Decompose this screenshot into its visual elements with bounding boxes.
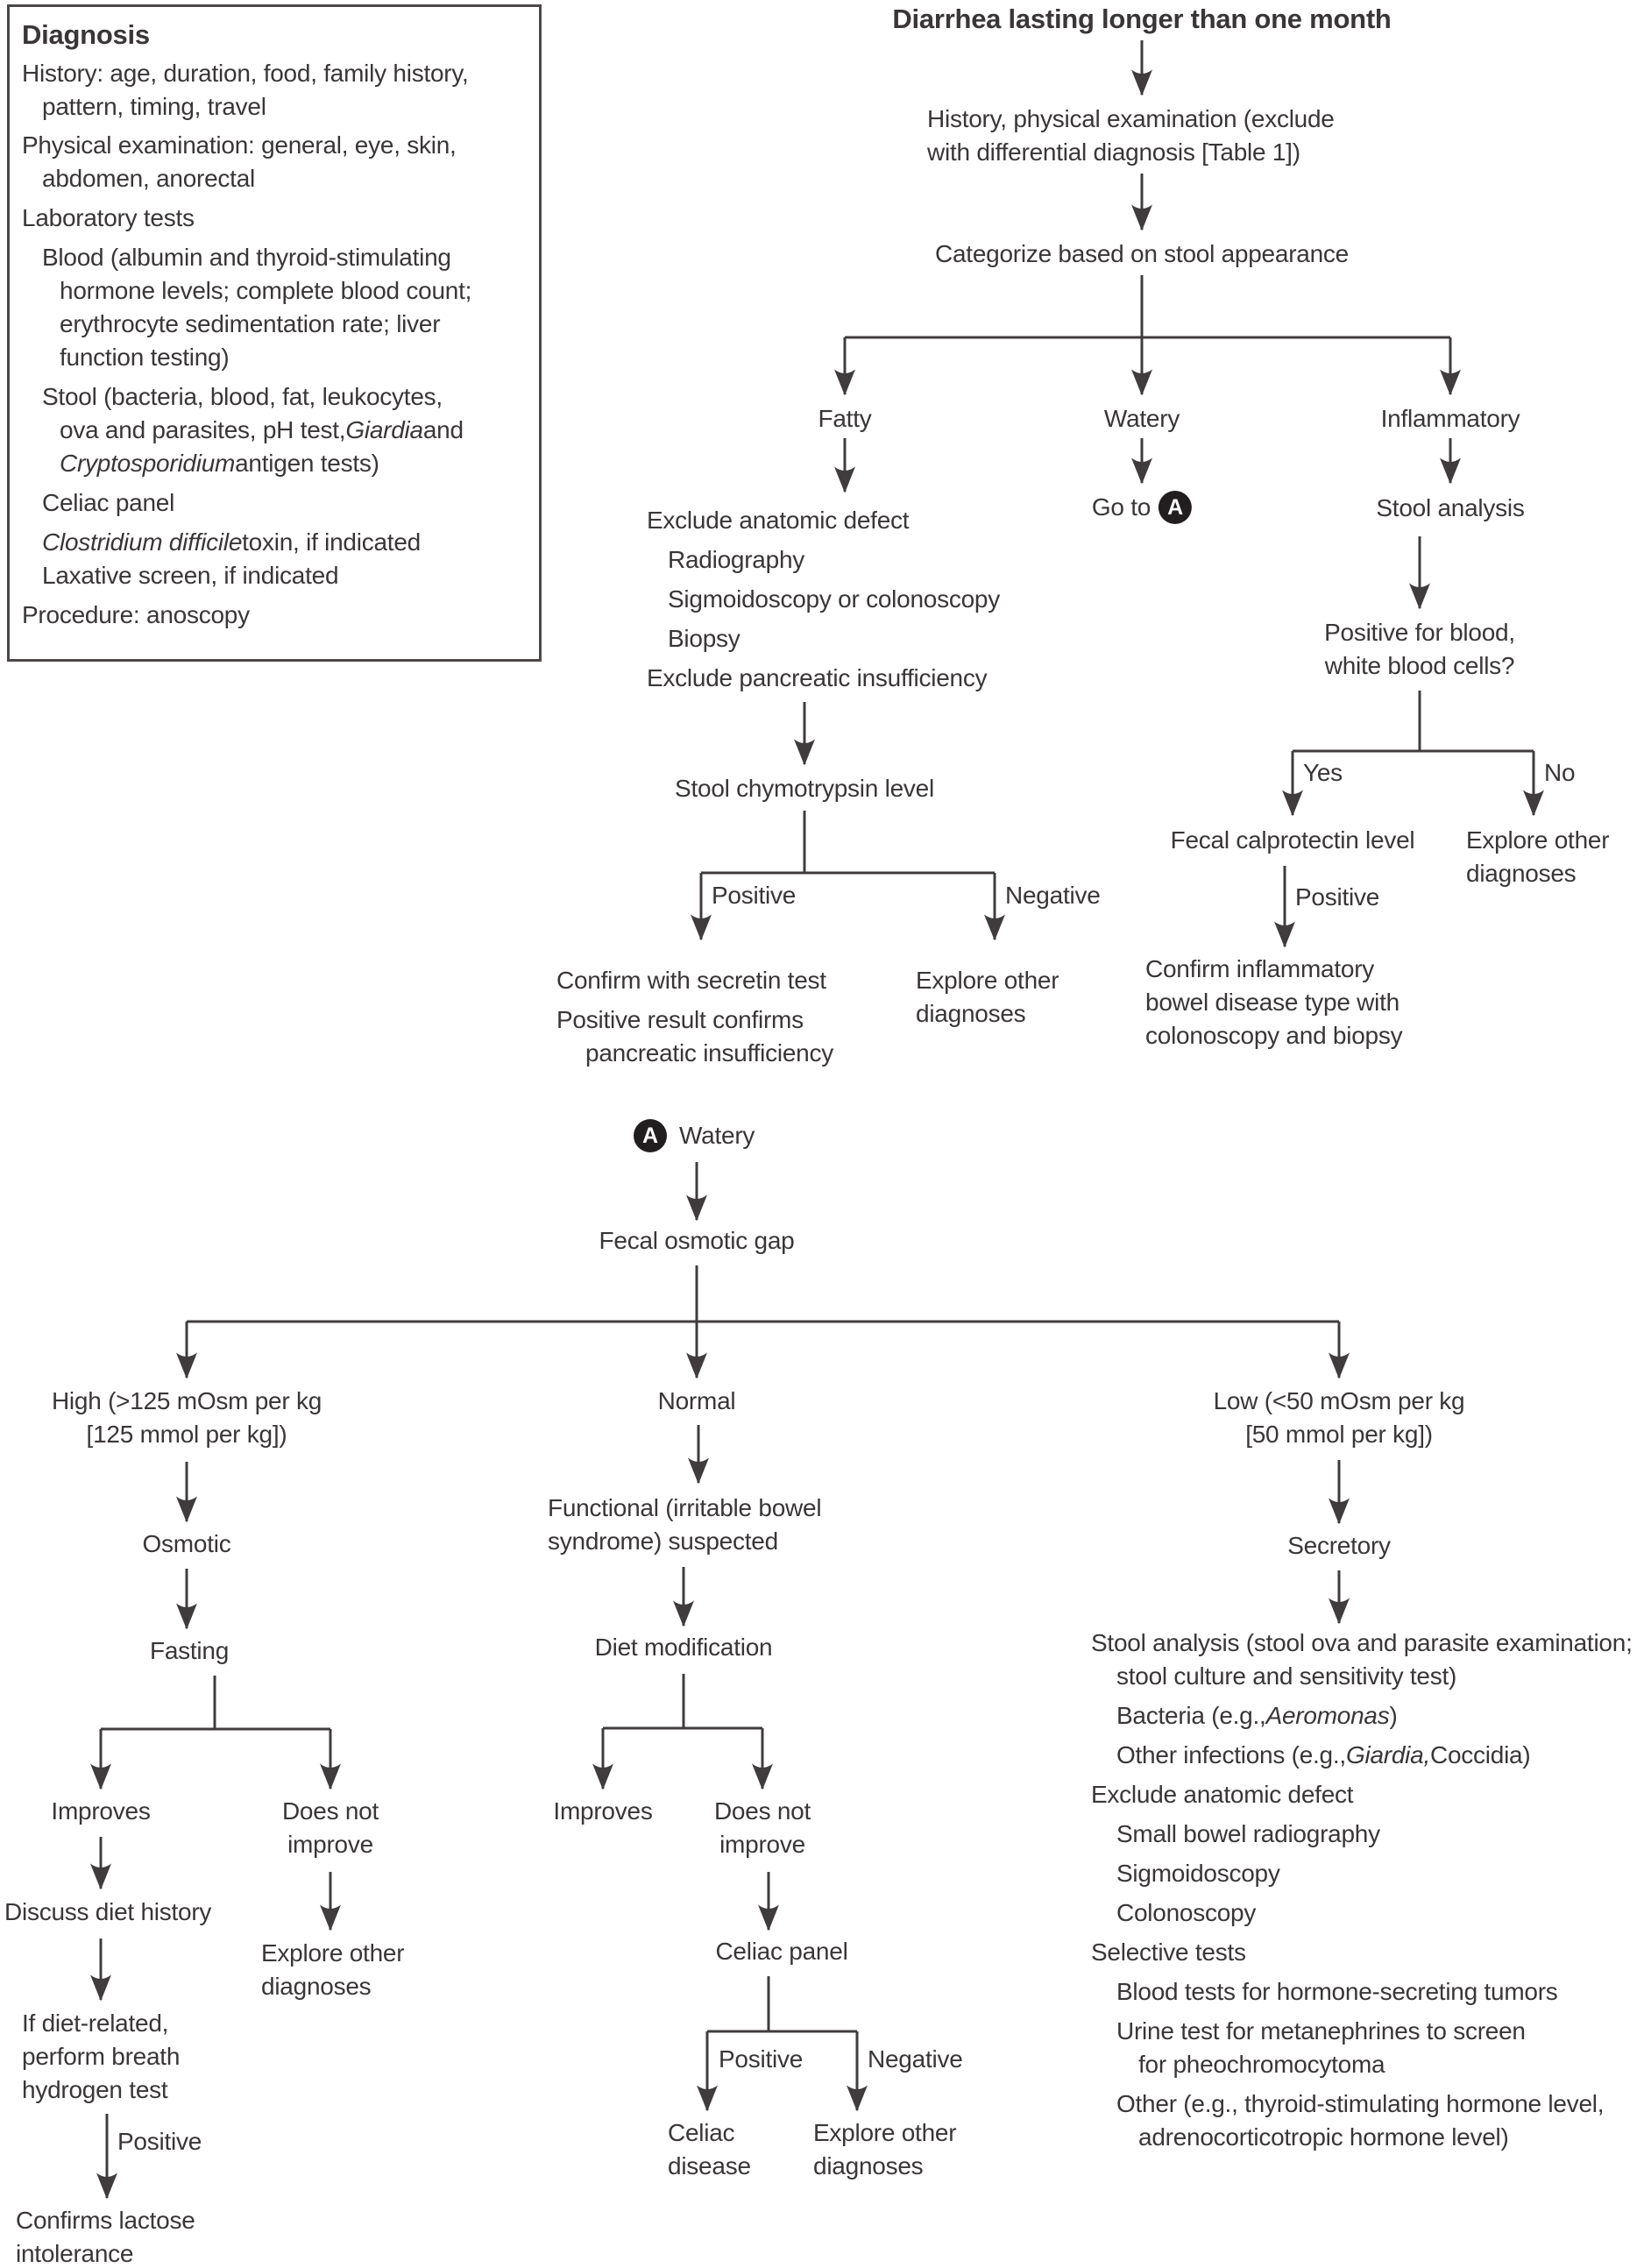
secretory-workup-list-line: Blood tests for hormone-secreting tumors [1116, 1978, 1558, 2005]
diagnosis-box-title-line: Diagnosis [22, 19, 150, 50]
outcome-explore-other-celiac-line: diagnoses [813, 2152, 924, 2179]
diagnosis-box-lab-tests-line: ova and parasites, pH test, Giardia and [60, 416, 464, 443]
outcome-explore-other-fasting-line: diagnoses [261, 1973, 372, 2000]
outcome-celiac-disease-line: Celiac [668, 2119, 735, 2146]
step-breath-hydrogen-test-line: hydrogen test [22, 2076, 168, 2103]
diagnosis-box-physical-exam-line: Physical examination: general, eye, skin, [22, 131, 457, 159]
step-stool-analysis-line: Stool analysis [1376, 494, 1525, 521]
fatty-workup-list-line: Exclude anatomic defect [647, 507, 910, 534]
step-diet-modification-line: Diet modification [594, 1634, 773, 1661]
outcome-secretin-confirm-line: pancreatic insufficiency [585, 1039, 833, 1067]
step-breath-hydrogen-test-line: perform breath [22, 2043, 181, 2070]
step-functional-ibs-line: Functional (irritable bowel [548, 1494, 822, 1521]
secretory-workup-list-line: Small bowel radiography [1116, 1820, 1380, 1847]
secretory-workup-list-line: Other infections (e.g., Giardia, Coccidia) [1116, 1741, 1531, 1768]
diagnosis-box-lab-tests-line: Laboratory tests [22, 204, 195, 231]
secretory-workup-list-line: stool culture and sensitivity test) [1116, 1662, 1457, 1690]
diagnosis-box-history-line: pattern, timing, travel [42, 93, 266, 120]
step-fecal-calprotectin-line: Fecal calprotectin level [1170, 826, 1415, 854]
label-improves-diet-line: Improves [553, 1797, 653, 1825]
fatty-workup-list-line: Radiography [668, 546, 805, 573]
step-history-physical-exam-line: with differential diagnosis [Table 1]) [927, 138, 1300, 166]
secretory-workup-list-line: for pheochromocytoma [1138, 2051, 1385, 2078]
fatty-workup-list-line: Exclude pancreatic insufficiency [647, 664, 988, 691]
diagnosis-box-lab-tests-line: erythrocyte sedimentation rate; liver [60, 310, 441, 337]
label-does-not-improve-fasting-line: improve [287, 1831, 373, 1858]
a-marker-badge: A [1159, 491, 1192, 524]
label-gap-high-line: High (>125 mOsm per kg [51, 1387, 322, 1414]
diagnosis-box-lab-tests-line: Cryptosporidium antigen tests) [60, 450, 379, 477]
step-breath-hydrogen-test-line: If diet-related, [22, 2009, 169, 2037]
secretory-workup-list-line: Exclude anatomic defect [1091, 1781, 1354, 1808]
outcome-explore-other-chym-line: Explore other [916, 967, 1059, 994]
diagnosis-box-lab-tests-line: Laxative screen, if indicated [42, 562, 339, 589]
a-marker-badge: A [634, 1119, 667, 1152]
diagnosis-box-lab-tests-line: Clostridium difficile toxin, if indicated [42, 528, 421, 556]
label-gap-low-line: Low (<50 mOsm per kg [1213, 1387, 1465, 1414]
outcome-explore-other-fasting-line: Explore other [261, 1939, 405, 1967]
outcome-confirms-lactose-line: Confirms lactose [16, 2207, 195, 2234]
label-watery-line: Watery [1103, 405, 1180, 432]
step-functional-ibs-line: syndrome) suspected [548, 1527, 778, 1555]
branch-label-chym-negative-line: Negative [1005, 882, 1101, 909]
step-fecal-osmotic-gap-line: Fecal osmotic gap [599, 1227, 795, 1254]
outcome-confirm-ibd-line: bowel disease type with [1145, 989, 1399, 1016]
diagnosis-box-lab-tests-line: Celiac panel [42, 489, 175, 516]
label-gap-low-line: [50 mmol per kg]) [1245, 1421, 1433, 1448]
label-osmotic-line: Osmotic [142, 1530, 231, 1557]
label-secretory-line: Secretory [1287, 1532, 1391, 1559]
secretory-workup-list-line: Colonoscopy [1116, 1899, 1257, 1926]
branch-label-no-line: No [1544, 759, 1576, 786]
secretory-workup-list-line: Selective tests [1091, 1938, 1246, 1966]
step-categorize-stool-line: Categorize based on stool appearance [934, 240, 1350, 267]
secretory-workup-list-line: Urine test for metanephrines to screen [1116, 2017, 1526, 2045]
outcome-explore-other-inflammatory-line: Explore other [1466, 826, 1610, 854]
diagnosis-box-history-line: History: age, duration, food, family history, [22, 60, 469, 87]
step-fasting-line: Fasting [149, 1637, 230, 1664]
outcome-explore-other-chym-line: diagnoses [916, 1000, 1026, 1027]
outcome-confirms-lactose-line: intolerance [16, 2240, 134, 2267]
outcome-confirm-ibd-line: colonoscopy and biopsy [1145, 1022, 1403, 1049]
branch-label-celiac-positive-line: Positive [719, 2045, 804, 2073]
branch-label-yes-line: Yes [1303, 759, 1343, 786]
label-improves-fasting-line: Improves [51, 1797, 151, 1825]
secretory-workup-list-line: adrenocorticotropic hormone level) [1138, 2123, 1509, 2151]
branch-label-calprotectin-positive-line: Positive [1295, 883, 1380, 911]
a-watery-entry-line: A Watery [634, 1119, 755, 1152]
step-discuss-diet-history-line: Discuss diet history [4, 1898, 212, 1925]
question-positive-blood-wbc-line: white blood cells? [1324, 652, 1515, 679]
branch-label-celiac-negative-line: Negative [868, 2045, 963, 2073]
label-gap-normal-line: Normal [657, 1387, 736, 1414]
diagnosis-box-lab-tests-line: function testing) [60, 344, 230, 371]
diagnosis-box-procedure-line: Procedure: anoscopy [22, 601, 250, 628]
diagnosis-box-lab-tests-line: Blood (albumin and thyroid-stimulating [42, 244, 451, 271]
label-does-not-improve-fasting-line: Does not [281, 1797, 379, 1825]
goto-a-marker-line: Go to A [1092, 491, 1192, 524]
fatty-workup-list-line: Biopsy [668, 625, 740, 652]
diagnosis-box-lab-tests-line: Stool (bacteria, blood, fat, leukocytes, [42, 383, 443, 410]
label-does-not-improve-diet-line: Does not [713, 1797, 811, 1825]
question-positive-blood-wbc-line: Positive for blood, [1324, 619, 1515, 646]
label-gap-high-line: [125 mmol per kg]) [86, 1421, 287, 1448]
diagnosis-box-physical-exam-line: abdomen, anorectal [42, 165, 256, 192]
flowchart-title-line: Diarrhea lasting longer than one month [892, 4, 1392, 34]
secretory-workup-list-line: Stool analysis (stool ova and parasite examination; [1091, 1629, 1633, 1656]
secretory-workup-list-line: Bacteria (e.g., Aeromonas ) [1116, 1702, 1398, 1729]
step-celiac-panel-line: Celiac panel [715, 1938, 848, 1965]
branch-label-breath-positive-line: Positive [117, 2128, 202, 2155]
step-history-physical-exam-line: History, physical examination (exclude [927, 105, 1335, 132]
fatty-workup-list-line: Sigmoidoscopy or colonoscopy [668, 585, 1000, 613]
diagnosis-box-lab-tests-line: hormone levels; complete blood count; [60, 277, 472, 304]
outcome-explore-other-inflammatory-line: diagnoses [1466, 860, 1577, 887]
secretory-workup-list-line: Other (e.g., thyroid-stimulating hormone level, [1116, 2090, 1605, 2117]
outcome-secretin-confirm-line: Confirm with secretin test [556, 967, 826, 994]
label-inflammatory-line: Inflammatory [1380, 405, 1520, 432]
outcome-celiac-disease-line: disease [668, 2152, 751, 2179]
outcome-secretin-confirm-line: Positive result confirms [556, 1006, 804, 1033]
secretory-workup-list-line: Sigmoidoscopy [1116, 1860, 1280, 1887]
label-fatty-line: Fatty [818, 405, 872, 432]
branch-label-chym-positive-line: Positive [712, 882, 797, 909]
label-does-not-improve-diet-line: improve [719, 1831, 805, 1858]
outcome-confirm-ibd-line: Confirm inflammatory [1145, 955, 1375, 982]
step-stool-chymotrypsin-line: Stool chymotrypsin level [675, 775, 934, 802]
outcome-explore-other-celiac-line: Explore other [813, 2119, 957, 2146]
